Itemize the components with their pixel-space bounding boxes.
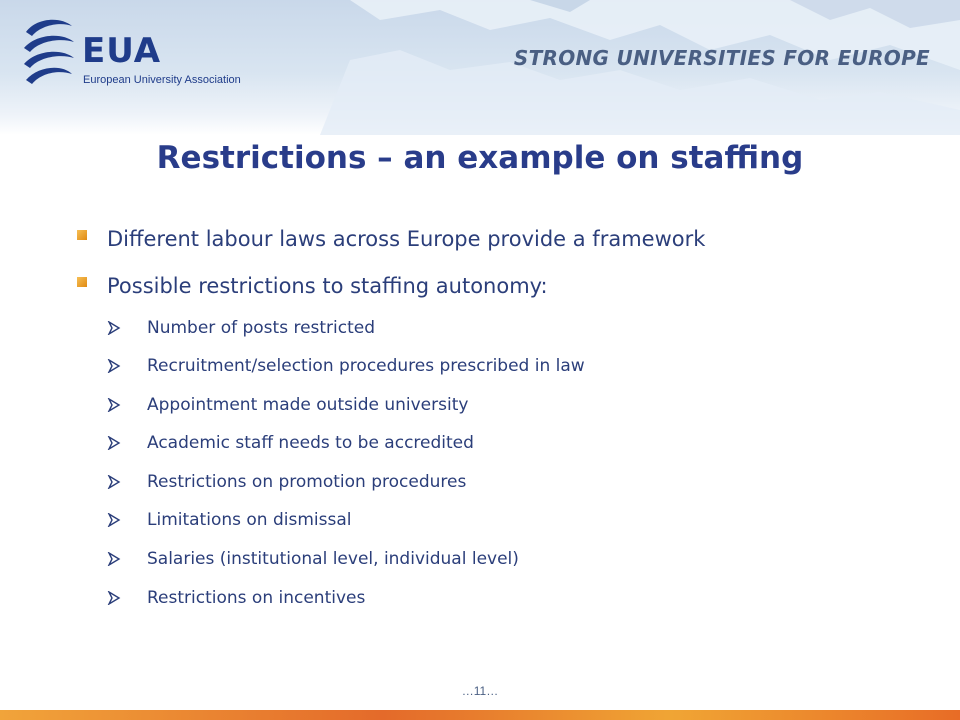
tagline: STRONG UNIVERSITIES FOR EUROPE xyxy=(513,46,930,70)
eua-swirl-logo-icon xyxy=(22,14,78,92)
bullet-item xyxy=(77,227,705,251)
sub-list-item xyxy=(107,549,519,569)
arrowhead-icon xyxy=(107,552,121,566)
page-number: …11… xyxy=(461,684,499,698)
sub-item-text: Restrictions on incentives xyxy=(147,588,366,608)
header-banner xyxy=(0,0,960,135)
sub-item-text: Salaries (institutional level, individual level) xyxy=(147,549,519,569)
arrowhead-icon xyxy=(107,359,121,373)
orange-square-icon xyxy=(77,277,87,287)
sub-list-item xyxy=(107,433,474,453)
footer-bar xyxy=(0,710,960,720)
arrowhead-icon xyxy=(107,475,121,489)
logo-text: EUA xyxy=(82,31,162,71)
sub-item-text: Restrictions on promotion procedures xyxy=(147,472,467,492)
sub-item-text: Number of posts restricted xyxy=(147,318,376,338)
sub-item-text: Recruitment/selection procedures prescribed in law xyxy=(147,356,585,376)
bullet-text: Different labour laws across Europe provide a framework xyxy=(107,227,706,251)
sub-list-item xyxy=(107,510,351,530)
bullet-item xyxy=(77,274,548,298)
sub-list-item xyxy=(107,356,585,376)
arrowhead-icon xyxy=(107,513,121,527)
arrowhead-icon xyxy=(107,321,121,335)
sub-item-text: Academic staff needs to be accredited xyxy=(147,433,474,453)
sub-list-item xyxy=(107,472,466,492)
sub-list-item xyxy=(107,395,468,415)
arrowhead-icon xyxy=(107,436,121,450)
arrowhead-icon xyxy=(107,591,121,605)
sub-list-item xyxy=(107,318,375,338)
orange-square-icon xyxy=(77,230,87,240)
eua-logo[interactable] xyxy=(22,14,252,94)
sub-list-item xyxy=(107,588,365,608)
arrowhead-icon xyxy=(107,398,121,412)
slide-title: Restrictions – an example on staffing xyxy=(156,140,804,176)
bullet-text: Possible restrictions to staffing autonomy: xyxy=(107,274,548,298)
logo-subtitle: European University Association xyxy=(83,74,241,86)
sub-item-text: Appointment made outside university xyxy=(147,395,469,415)
sub-item-text: Limitations on dismissal xyxy=(147,510,352,530)
